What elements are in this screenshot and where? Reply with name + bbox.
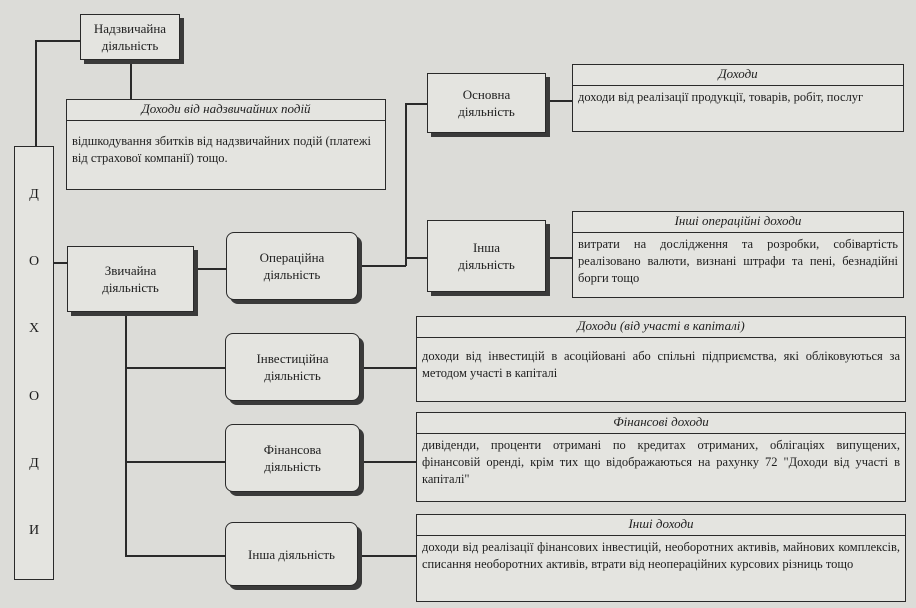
root-letter: И xyxy=(28,523,40,539)
connector-line xyxy=(358,555,416,557)
connector-line xyxy=(546,100,572,102)
connector-line xyxy=(405,103,427,105)
connector-line xyxy=(125,367,225,369)
root-letter: О xyxy=(28,253,40,269)
other-operating-activity-box xyxy=(427,220,546,292)
other-income-header: Інші доходи xyxy=(417,515,905,536)
extraordinary-income-box xyxy=(66,99,386,190)
other-activity-title: Інша діяльність xyxy=(248,546,335,562)
financial-income-header: Фінансові доходи xyxy=(417,413,905,434)
other-operating-income-text: витрати на дослідження та розробки, собівартість реалізовано валюти, визнані штрафи та пені, безнадійні борги тощо xyxy=(578,237,898,285)
ordinary-activity-box xyxy=(67,246,194,312)
income-root-box xyxy=(14,146,54,580)
extraordinary-activity-box xyxy=(80,14,180,60)
connector-line xyxy=(405,103,407,266)
extraordinary-income-text: відшкодування збитків від надзвичайних подій (платежі від страхової компанії) тощо. xyxy=(72,134,371,165)
other-income-box xyxy=(416,514,906,602)
main-income-text: доходи від реалізації продукції, товарів, робіт, послуг xyxy=(578,90,864,104)
root-letter: Д xyxy=(29,186,39,202)
investment-income-text: доходи від інвестицій в асоційовані або спільні підприємства, які обліковуються за методом участі в капіталі xyxy=(422,349,900,380)
connector-line xyxy=(35,40,37,146)
connector-line xyxy=(35,40,80,42)
investment-activity-box xyxy=(225,333,360,401)
ordinary-activity-title: Звичайна діяльність xyxy=(102,263,159,295)
connector-line xyxy=(358,265,406,267)
investment-activity-title: Інвестиційна діяльність xyxy=(256,351,329,383)
root-letter: О xyxy=(28,388,40,404)
root-letter: Д xyxy=(29,455,39,471)
connector-line xyxy=(194,268,226,270)
main-activity-box xyxy=(427,73,546,133)
financial-activity-title: Фінансова діяльність xyxy=(263,442,322,474)
other-operating-income-box xyxy=(572,211,904,298)
financial-activity-box xyxy=(225,424,360,492)
other-operating-income-header: Інші операційні доходи xyxy=(573,212,903,233)
main-income-box xyxy=(572,64,904,132)
operating-activity-box xyxy=(226,232,358,300)
investment-income-header: Доходи (від участі в капіталі) xyxy=(417,317,905,338)
other-activity-box xyxy=(225,522,358,586)
extraordinary-income-header: Доходи від надзвичайних подій xyxy=(67,100,385,121)
connector-line xyxy=(125,312,127,556)
operating-activity-title: Операційна діяльність xyxy=(259,250,325,282)
financial-income-box xyxy=(416,412,906,502)
connector-line xyxy=(125,555,225,557)
connector-line xyxy=(130,60,132,100)
extraordinary-activity-title: Надзвичайна діяльність xyxy=(93,21,167,53)
main-income-header: Доходи xyxy=(573,65,903,86)
connector-line xyxy=(405,257,427,259)
connector-line xyxy=(360,367,416,369)
other-income-text: доходи від реалізації фінансових інвестицій, необоротних активів, майнових комплексів, списання необоротних активів, втрати від неопераційних курсових різниць тощо xyxy=(422,540,900,571)
connector-line xyxy=(360,461,416,463)
main-activity-title: Основна діяльність xyxy=(458,87,515,119)
other-operating-activity-title: Інша діяльність xyxy=(458,240,515,272)
connector-line xyxy=(125,461,225,463)
root-letter: Х xyxy=(28,321,40,337)
investment-income-box xyxy=(416,316,906,402)
connector-line xyxy=(546,257,572,259)
financial-income-text: дивіденди, проценти отримані по кредитах отриманих, облігаціях випущених, фінансовій оренді, крім тих що відображаються на рахунку 72 "Доходи від участі в капіталі" xyxy=(422,438,900,486)
